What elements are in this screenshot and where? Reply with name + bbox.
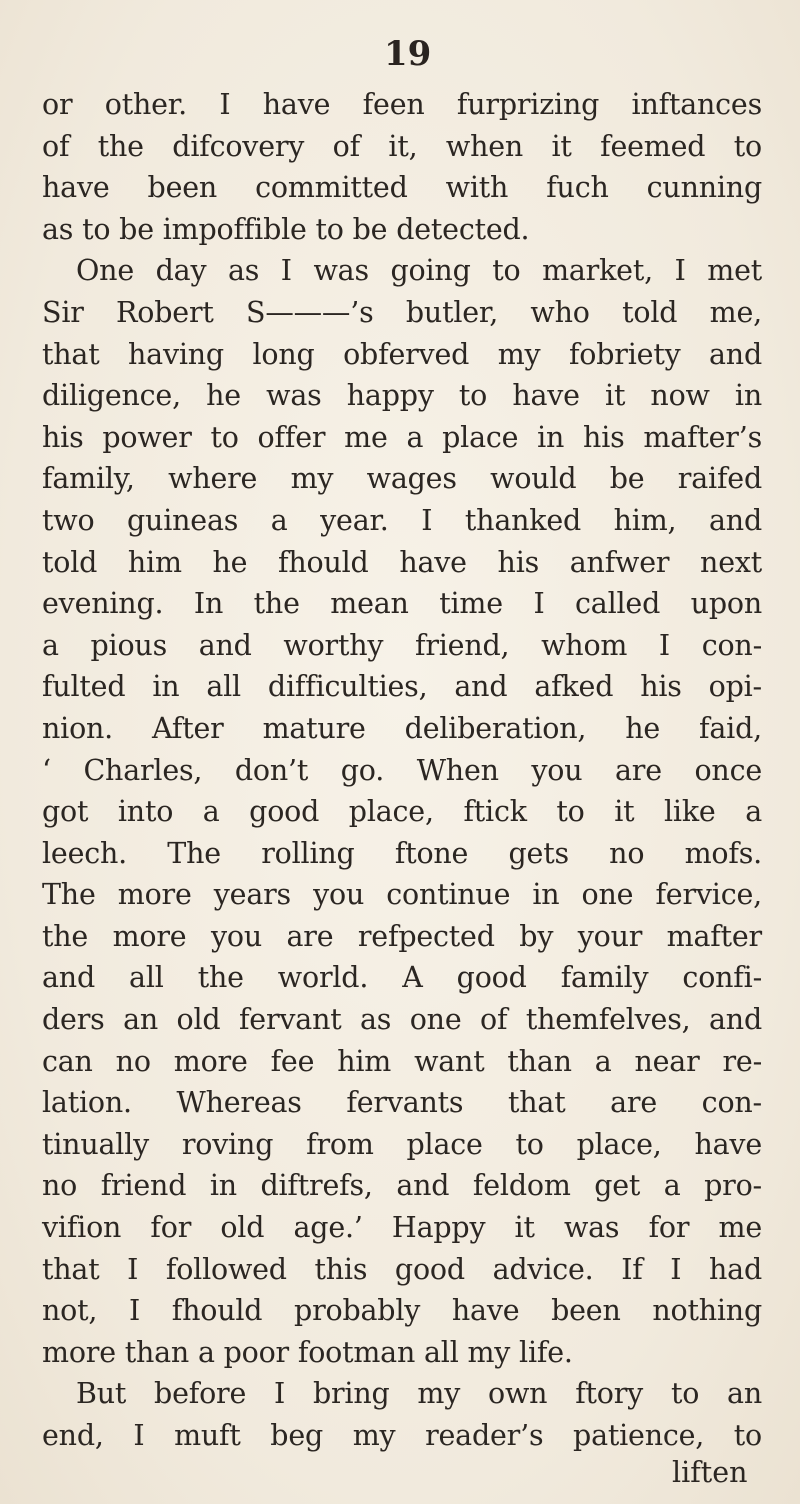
text-line: and all the world. A good family confi- — [42, 961, 762, 995]
text-line: evening. In the mean time I called upon — [42, 587, 762, 621]
text-line: a pious and worthy friend, whom I con- — [42, 628, 762, 662]
text-line: ‘ Charles, don’t go. When you are once — [42, 753, 762, 787]
catchword: liften — [672, 1456, 748, 1489]
text-line: his power to offer me a place in his mafter’s — [42, 420, 762, 454]
text-line: leech. The rolling ftone gets no mofs. — [42, 836, 762, 870]
text-line: Sir Robert S———’s butler, who told me, — [42, 295, 762, 329]
text-line: the more you are refpected by your mafter — [42, 919, 762, 953]
text-line: or other. I have feen furprizing inftances — [42, 88, 762, 121]
text-line: can no more fee him want than a near re- — [42, 1044, 762, 1078]
paragraph-start-line: But before I bring my own ftory to an — [76, 1377, 762, 1411]
text-line: that having long obferved my fobriety and — [42, 337, 762, 371]
text-line: ders an old fervant as one of themfelves, and — [42, 1003, 762, 1037]
text-line: vifion for old age.’ Happy it was for me — [42, 1211, 762, 1245]
text-line: family, where my wages would be raifed — [42, 462, 762, 496]
text-line: that I followed this good advice. If I had — [42, 1252, 762, 1286]
text-line: lation. Whereas fervants that are con- — [42, 1086, 762, 1120]
text-line: fulted in all difficulties, and afked his opi- — [42, 670, 762, 704]
text-line: nion. After mature deliberation, he faid, — [42, 711, 762, 745]
page-number: 19 — [384, 34, 432, 74]
text-line: told him he fhould have his anfwer next — [42, 545, 762, 579]
text-line: of the difcovery of it, when it feemed to — [42, 129, 762, 163]
paragraph-start-line: One day as I was going to market, I met — [76, 254, 762, 288]
text-line: not, I fhould probably have been nothing — [42, 1294, 762, 1328]
text-line: tinually roving from place to place, have — [42, 1127, 762, 1161]
text-line: The more years you continue in one fervice, — [42, 878, 762, 912]
text-line: two guineas a year. I thanked him, and — [42, 503, 762, 537]
text-line: have been committed with fuch cunning — [42, 171, 762, 205]
text-line: got into a good place, ftick to it like a — [42, 795, 762, 829]
text-line: more than a poor footman all my life. — [42, 1335, 573, 1369]
text-line: end, I muft beg my reader’s patience, to — [42, 1419, 762, 1452]
text-line: as to be impoffible to be detected. — [42, 212, 530, 246]
body-text — [42, 84, 762, 1457]
text-line: diligence, he was happy to have it now in — [42, 379, 762, 413]
text-line: no friend in diftrefs, and feldom get a pro- — [42, 1169, 762, 1203]
